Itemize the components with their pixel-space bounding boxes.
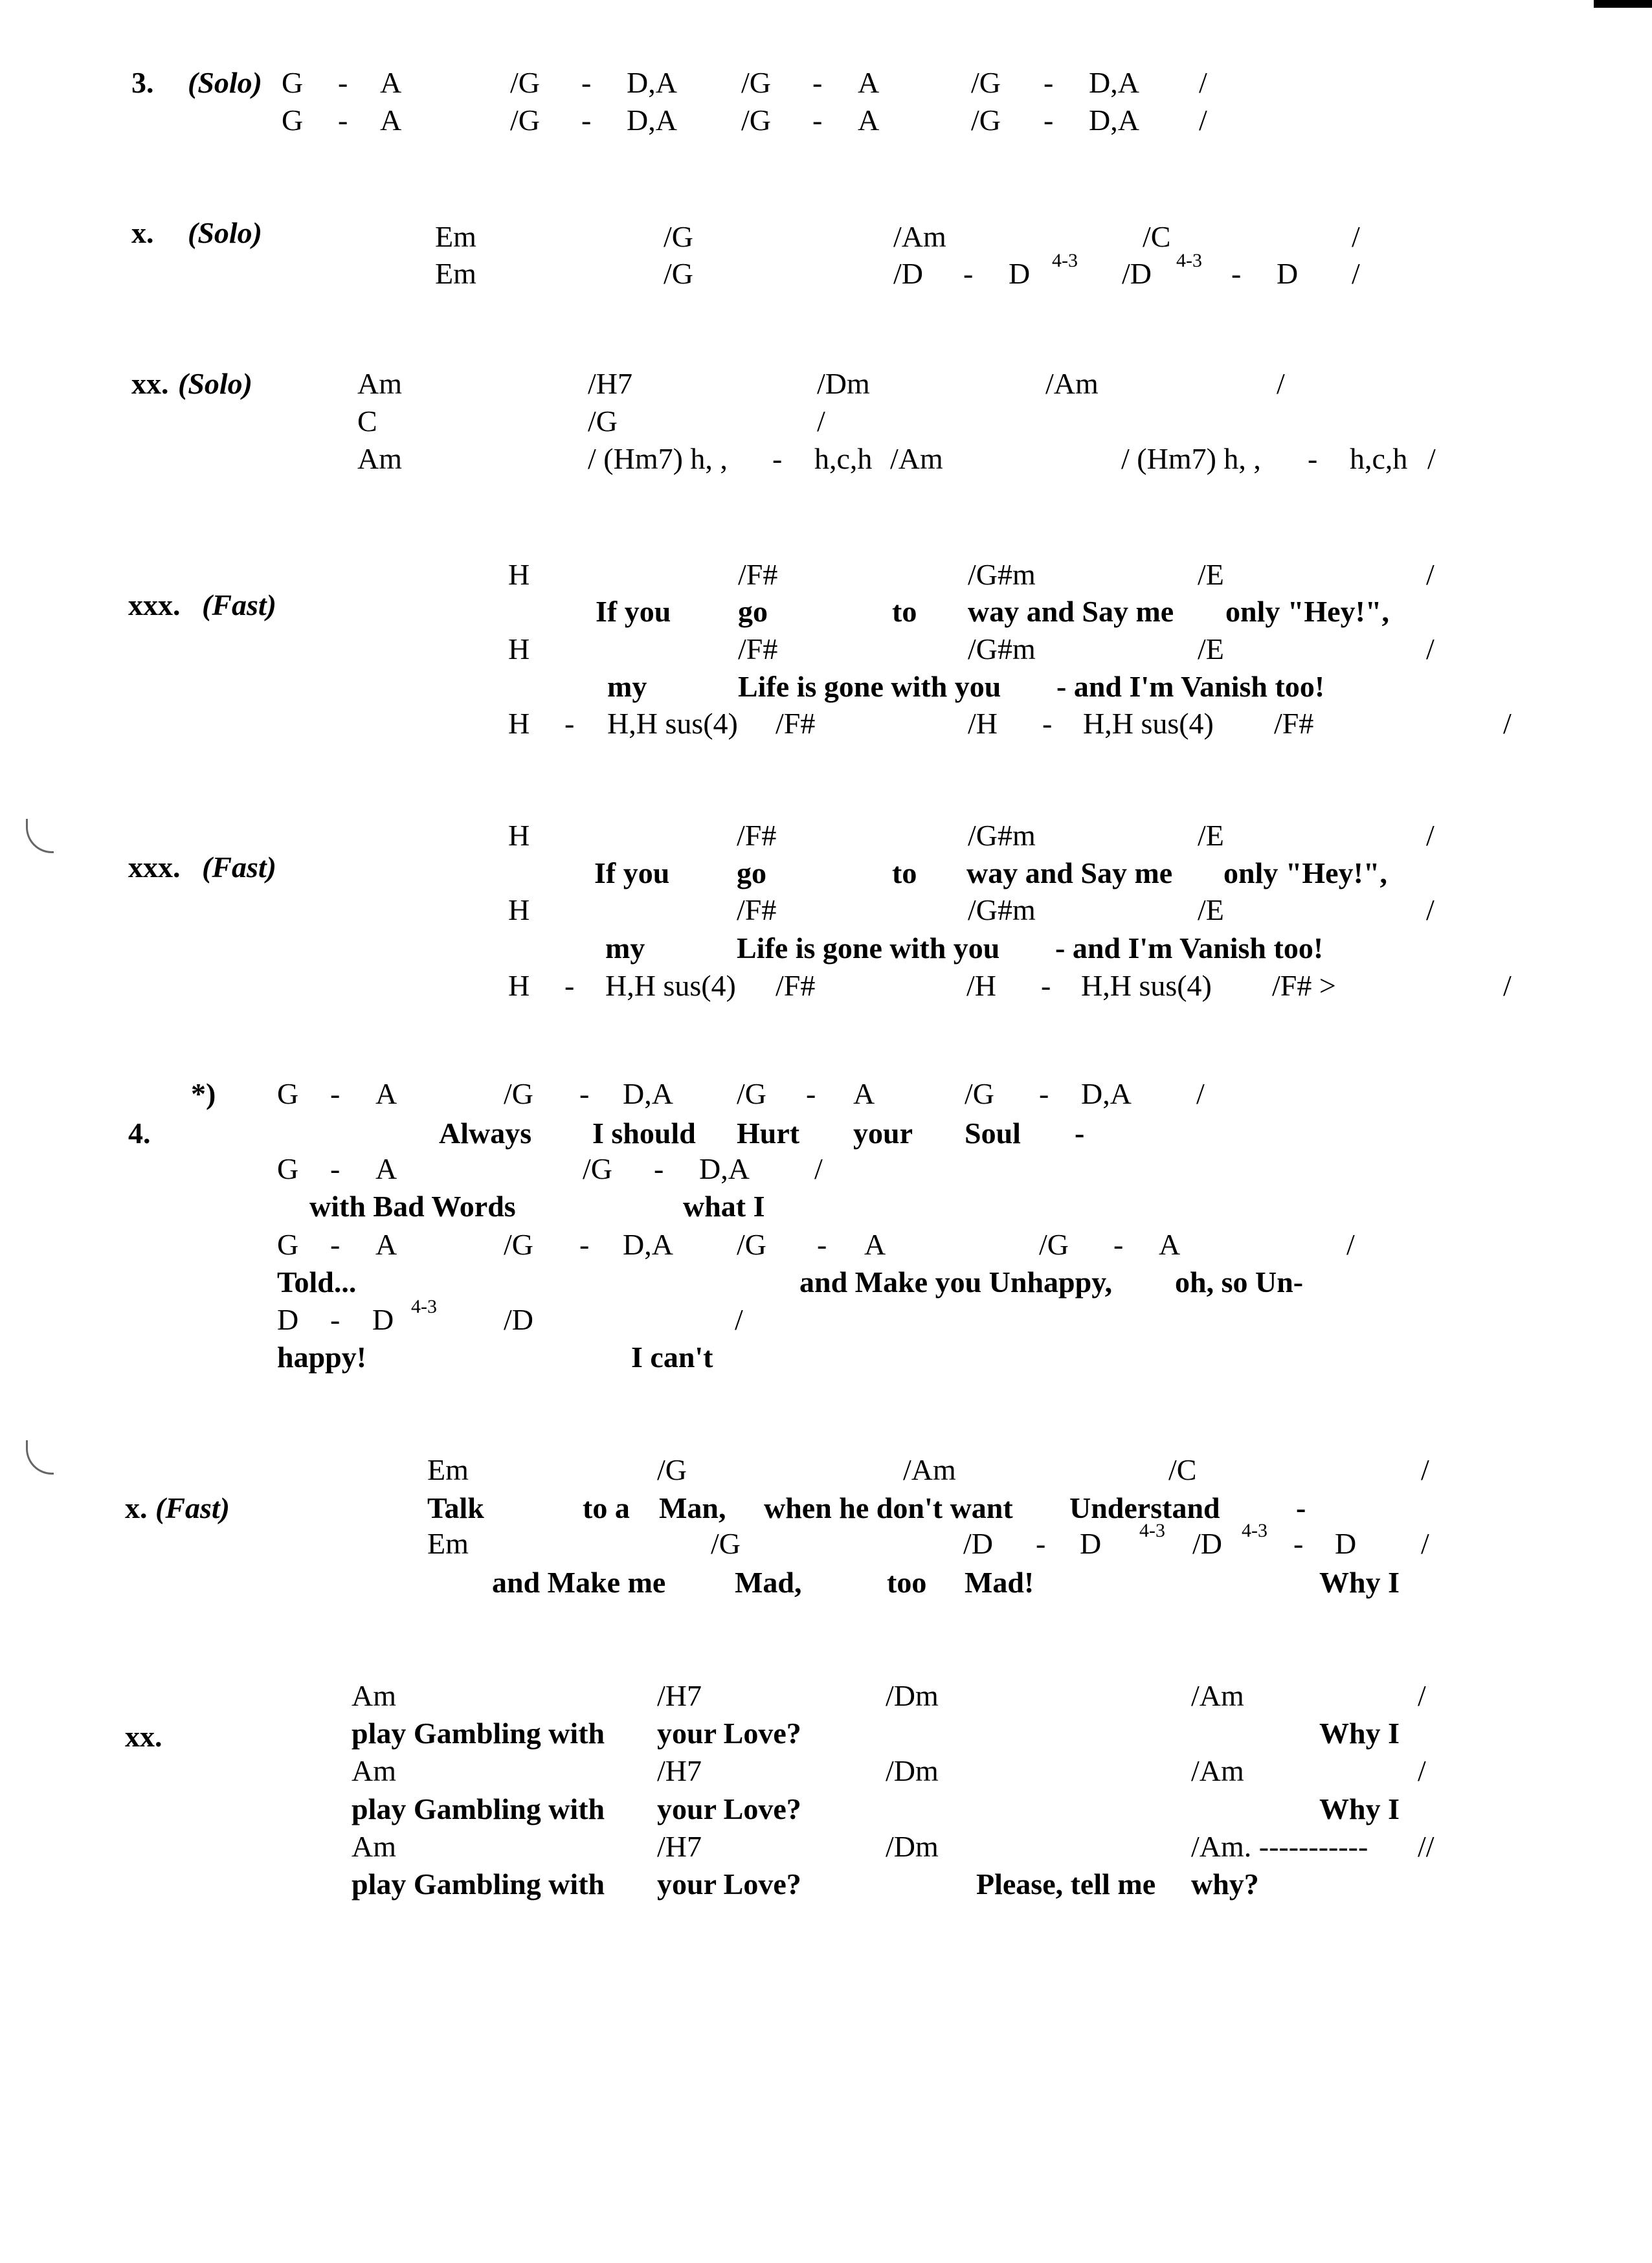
lyric-text: I can't <box>631 1341 713 1374</box>
lyric-text: - <box>1075 1117 1085 1150</box>
section-number: xxx. <box>128 851 181 884</box>
chord-symbol: /G#m <box>968 893 1036 926</box>
chord-symbol: - <box>330 1152 340 1185</box>
chord-symbol: D,A <box>1081 1077 1132 1110</box>
chord-superscript: 4-3 <box>1176 250 1202 271</box>
chord-symbol: D,A <box>623 1077 673 1110</box>
lyric-text: If you <box>594 856 670 889</box>
lyric-text: too <box>887 1566 927 1599</box>
chord-symbol: A <box>375 1152 397 1185</box>
lyric-text: with Bad Words <box>309 1190 516 1223</box>
chord-symbol: A <box>1159 1228 1181 1261</box>
chord-symbol: /Am <box>893 220 946 253</box>
lyric-text: If you <box>596 595 671 628</box>
lyric-text: and Make you Unhappy, <box>799 1265 1113 1299</box>
chord-symbol: /F# <box>776 969 816 1002</box>
chord-symbol: /G <box>588 405 618 438</box>
chord-symbol: / (Hm7) h, , <box>1121 442 1261 475</box>
section-tag: (Solo) <box>188 216 262 249</box>
chord-symbol: / <box>735 1303 743 1336</box>
lyric-text: what I <box>683 1190 765 1223</box>
chord-symbol: H <box>508 632 530 665</box>
chord-symbol: - <box>1113 1228 1124 1261</box>
chord-symbol: /Dm <box>886 1754 939 1787</box>
lyric-text: my <box>607 670 647 703</box>
chord-symbol: - <box>1042 707 1053 740</box>
chord-symbol: - <box>1036 1527 1046 1560</box>
chord-symbol: D <box>1277 257 1299 290</box>
lyric-text: to a <box>583 1491 630 1524</box>
lyric-text: to <box>892 856 917 889</box>
chord-superscript: 4-3 <box>1052 250 1078 271</box>
section-tag: (Solo) <box>178 367 252 400</box>
chord-symbol: /G#m <box>968 819 1036 852</box>
chord-symbol: / <box>1421 1527 1429 1560</box>
chord-symbol: A <box>864 1228 886 1261</box>
chord-superscript: 4-3 <box>1242 1520 1267 1541</box>
chord-symbol: /G <box>664 220 693 253</box>
chord-symbol: G <box>277 1077 299 1110</box>
chord-symbol: - <box>772 442 783 475</box>
chord-symbol: - <box>1044 66 1054 99</box>
chord-symbol: H,H sus(4) <box>1083 707 1214 740</box>
chord-symbol: / <box>1426 819 1434 852</box>
chord-symbol: /G <box>583 1152 612 1185</box>
chord-symbol: /H7 <box>657 1679 702 1712</box>
lyric-text: way and Say me <box>966 856 1173 889</box>
chord-symbol: A <box>380 66 402 99</box>
scan-hole-mark <box>26 1440 54 1475</box>
lyric-text: play Gambling with <box>352 1717 605 1750</box>
chord-symbol: / <box>1426 893 1434 926</box>
chord-symbol: A <box>853 1077 875 1110</box>
chord-symbol: Am <box>352 1754 396 1787</box>
chord-symbol: - <box>330 1228 340 1261</box>
chord-symbol: / <box>1503 707 1512 740</box>
chord-symbol: /G <box>741 104 771 137</box>
chord-symbol: /H <box>968 707 998 740</box>
chord-symbol: - <box>1039 1077 1049 1110</box>
lyric-text: Soul <box>965 1117 1021 1150</box>
lyric-text: your Love? <box>657 1792 801 1825</box>
chord-symbol: - <box>1041 969 1051 1002</box>
chord-symbol: D <box>277 1303 299 1336</box>
chord-symbol: /Am. ----------- <box>1191 1830 1368 1863</box>
chord-symbol: D,A <box>623 1228 673 1261</box>
chord-symbol: / <box>1418 1754 1426 1787</box>
chord-symbol: D <box>372 1303 394 1336</box>
chord-symbol: / <box>1277 367 1285 400</box>
chord-symbol: - <box>812 66 823 99</box>
chord-symbol: /E <box>1198 632 1224 665</box>
chord-symbol: H <box>508 893 530 926</box>
chord-symbol: /F# <box>738 632 778 665</box>
chord-symbol: /G <box>510 104 540 137</box>
chord-symbol: /E <box>1198 558 1224 591</box>
chord-symbol: /Am <box>1191 1679 1244 1712</box>
section-tag: (Solo) <box>188 66 262 99</box>
lyric-text: your Love? <box>657 1717 801 1750</box>
lyric-text: Man, <box>659 1491 726 1524</box>
chord-symbol: h,c,h <box>1350 442 1408 475</box>
chord-symbol: /Am <box>1045 367 1099 400</box>
chord-symbol: - <box>806 1077 816 1110</box>
chord-symbol: /D <box>1192 1527 1222 1560</box>
lyric-text: play Gambling with <box>352 1792 605 1825</box>
chord-symbol: - <box>330 1077 340 1110</box>
lyric-text: - and I'm Vanish too! <box>1055 931 1324 964</box>
lyric-text: happy! <box>277 1341 367 1374</box>
lyric-text: your <box>853 1117 913 1150</box>
chord-superscript: 4-3 <box>411 1296 437 1317</box>
lyric-text: only "Hey!", <box>1223 856 1387 889</box>
section-tag: (Fast) <box>202 851 276 884</box>
chord-symbol: /F# > <box>1272 969 1336 1002</box>
chord-symbol: /D <box>1122 257 1152 290</box>
chord-symbol: - <box>1231 257 1242 290</box>
chord-symbol: /F# <box>737 819 777 852</box>
chord-symbol: H,H sus(4) <box>605 969 736 1002</box>
chord-symbol: /G <box>1039 1228 1069 1261</box>
chord-symbol: D,A <box>627 104 677 137</box>
chord-symbol: /G <box>510 66 540 99</box>
section-number: x. <box>125 1491 148 1524</box>
chord-symbol: /Dm <box>886 1830 939 1863</box>
chord-symbol: - <box>1293 1527 1304 1560</box>
chord-symbol: / <box>1426 632 1434 665</box>
chord-symbol: - <box>817 1228 827 1261</box>
chord-symbol: D,A <box>627 66 677 99</box>
lyric-text: go <box>737 856 766 889</box>
chord-symbol: / <box>1426 558 1434 591</box>
lyric-text: only "Hey!", <box>1225 595 1389 628</box>
chord-symbol: /G <box>737 1228 766 1261</box>
lyric-text: to <box>892 595 917 628</box>
lyric-text: and Make me <box>492 1566 666 1599</box>
chord-symbol: - <box>579 1077 590 1110</box>
chord-symbol: /H7 <box>588 367 632 400</box>
chord-symbol: /C <box>1143 220 1171 253</box>
chord-symbol: Em <box>435 220 476 253</box>
chord-symbol: /G <box>965 1077 994 1110</box>
lyric-text: Why I <box>1319 1717 1400 1750</box>
chord-symbol: /Dm <box>886 1679 939 1712</box>
chord-symbol: / <box>1427 442 1436 475</box>
chord-symbol: A <box>375 1077 397 1110</box>
chord-symbol: / <box>1199 66 1207 99</box>
scan-hole-mark <box>26 819 54 853</box>
chord-symbol: - <box>338 66 348 99</box>
chord-symbol: /G <box>737 1077 766 1110</box>
lyric-text: Please, tell me <box>976 1867 1156 1901</box>
lyric-text: Always <box>439 1117 532 1150</box>
chord-symbol: /Dm <box>817 367 870 400</box>
chord-symbol: /H7 <box>657 1754 702 1787</box>
chord-symbol: /Am <box>1191 1754 1244 1787</box>
chord-symbol: H <box>508 558 530 591</box>
lyric-text: - and I'm Vanish too! <box>1056 670 1325 703</box>
chord-symbol: - <box>338 104 348 137</box>
lyric-text: Hurt <box>737 1117 800 1150</box>
lyric-text: Mad! <box>965 1566 1034 1599</box>
chord-symbol: D <box>1080 1527 1102 1560</box>
chord-symbol: /E <box>1198 819 1224 852</box>
chord-symbol: / (Hm7) h, , <box>588 442 728 475</box>
chord-symbol: /G <box>504 1228 533 1261</box>
chord-symbol: Am <box>357 367 402 400</box>
chord-symbol: /G#m <box>968 558 1036 591</box>
chord-symbol: A <box>858 66 880 99</box>
chord-symbol: - <box>1044 104 1054 137</box>
chord-symbol: D,A <box>699 1152 750 1185</box>
chord-symbol: - <box>564 707 575 740</box>
chord-symbol: - <box>330 1303 340 1336</box>
chord-symbol: / <box>817 405 825 438</box>
chord-symbol: /F# <box>1274 707 1314 740</box>
chord-symbol: / <box>1503 969 1512 1002</box>
chord-symbol: Em <box>427 1453 469 1486</box>
chord-symbol: Am <box>352 1679 396 1712</box>
lyric-text: oh, so Un- <box>1175 1265 1304 1299</box>
footnote-marker: *) <box>191 1077 216 1110</box>
chord-symbol: /F# <box>737 893 777 926</box>
lyric-text: Talk <box>427 1491 484 1524</box>
chord-symbol: D,A <box>1089 104 1139 137</box>
chord-symbol: H <box>508 969 530 1002</box>
chord-symbol: /G <box>664 257 693 290</box>
chord-symbol: Em <box>427 1527 469 1560</box>
chord-symbol: / <box>1196 1077 1205 1110</box>
chord-symbol: /D <box>504 1303 533 1336</box>
chord-symbol: - <box>564 969 575 1002</box>
chord-symbol: /Am <box>890 442 943 475</box>
chord-symbol: / <box>1421 1453 1429 1486</box>
section-number: xx. <box>131 367 169 400</box>
scan-corner-mark <box>1594 0 1652 8</box>
lyric-text: way and Say me <box>968 595 1174 628</box>
chord-symbol: Am <box>352 1830 396 1863</box>
chord-symbol: H <box>508 819 530 852</box>
lyric-text: my <box>605 931 645 964</box>
chord-symbol: /D <box>893 257 923 290</box>
lyric-text: Life is gone with you <box>737 931 1000 964</box>
chord-symbol: /G <box>971 104 1001 137</box>
lyric-text: your Love? <box>657 1867 801 1901</box>
chord-symbol: A <box>858 104 880 137</box>
section-tag: (Fast) <box>202 588 276 621</box>
chord-symbol: / <box>1418 1679 1426 1712</box>
chord-symbol: /H <box>966 969 996 1002</box>
section-number: x. <box>131 216 154 249</box>
chord-symbol: /F# <box>776 707 816 740</box>
chord-symbol: G <box>282 104 304 137</box>
lyric-text: when he don't want <box>764 1491 1013 1524</box>
section-number: xxx. <box>128 588 181 621</box>
chord-symbol: - <box>812 104 823 137</box>
chord-symbol: / <box>1199 104 1207 137</box>
lyric-text: Told... <box>277 1265 357 1299</box>
lyric-text: Mad, <box>735 1566 802 1599</box>
chord-symbol: /G <box>504 1077 533 1110</box>
lyric-text: I should <box>592 1117 696 1150</box>
chord-symbol: /D <box>963 1527 993 1560</box>
lyric-text: Why I <box>1319 1566 1400 1599</box>
chord-symbol: - <box>963 257 974 290</box>
chord-symbol: /G#m <box>968 632 1036 665</box>
chord-symbol: C <box>357 405 377 438</box>
chord-symbol: - <box>581 66 592 99</box>
chord-symbol: H,H sus(4) <box>607 707 738 740</box>
chord-symbol: G <box>277 1152 299 1185</box>
lyric-text: go <box>738 595 768 628</box>
lyric-text: Understand <box>1069 1491 1220 1524</box>
chord-symbol: /G <box>741 66 771 99</box>
chord-symbol: - <box>654 1152 664 1185</box>
chord-symbol: D,A <box>1089 66 1139 99</box>
chord-symbol: /C <box>1168 1453 1197 1486</box>
chord-symbol: A <box>375 1228 397 1261</box>
lyric-text: Life is gone with you <box>738 670 1001 703</box>
chord-symbol: H,H sus(4) <box>1081 969 1212 1002</box>
chord-symbol: /G <box>971 66 1001 99</box>
chord-symbol: A <box>380 104 402 137</box>
chord-symbol: D <box>1009 257 1031 290</box>
chord-symbol: // <box>1418 1830 1434 1863</box>
chord-symbol: - <box>581 104 592 137</box>
chord-symbol: /H7 <box>657 1830 702 1863</box>
chord-superscript: 4-3 <box>1139 1520 1165 1541</box>
section-tag: (Fast) <box>155 1491 230 1524</box>
chord-symbol: / <box>1352 257 1360 290</box>
chord-symbol: h,c,h <box>814 442 873 475</box>
chord-symbol: /G <box>657 1453 687 1486</box>
chord-symbol: G <box>282 66 304 99</box>
section-number: 4. <box>128 1117 151 1150</box>
chord-symbol: G <box>277 1228 299 1261</box>
lyric-text: - <box>1296 1491 1306 1524</box>
chord-symbol: Em <box>435 257 476 290</box>
chord-symbol: H <box>508 707 530 740</box>
section-number: 3. <box>131 66 154 99</box>
chord-symbol: Am <box>357 442 402 475</box>
chord-symbol: - <box>579 1228 590 1261</box>
chord-symbol: /F# <box>738 558 778 591</box>
chord-symbol: /E <box>1198 893 1224 926</box>
chord-symbol: - <box>1308 442 1318 475</box>
lyric-text: Why I <box>1319 1792 1400 1825</box>
chord-symbol: / <box>1352 220 1360 253</box>
chord-symbol: /G <box>711 1527 741 1560</box>
chord-symbol: D <box>1335 1527 1357 1560</box>
chord-symbol: / <box>814 1152 823 1185</box>
section-number: xx. <box>125 1720 162 1753</box>
lyric-text: play Gambling with <box>352 1867 605 1901</box>
lyric-text: why? <box>1191 1867 1259 1901</box>
chord-symbol: /Am <box>903 1453 956 1486</box>
chord-symbol: / <box>1346 1228 1355 1261</box>
